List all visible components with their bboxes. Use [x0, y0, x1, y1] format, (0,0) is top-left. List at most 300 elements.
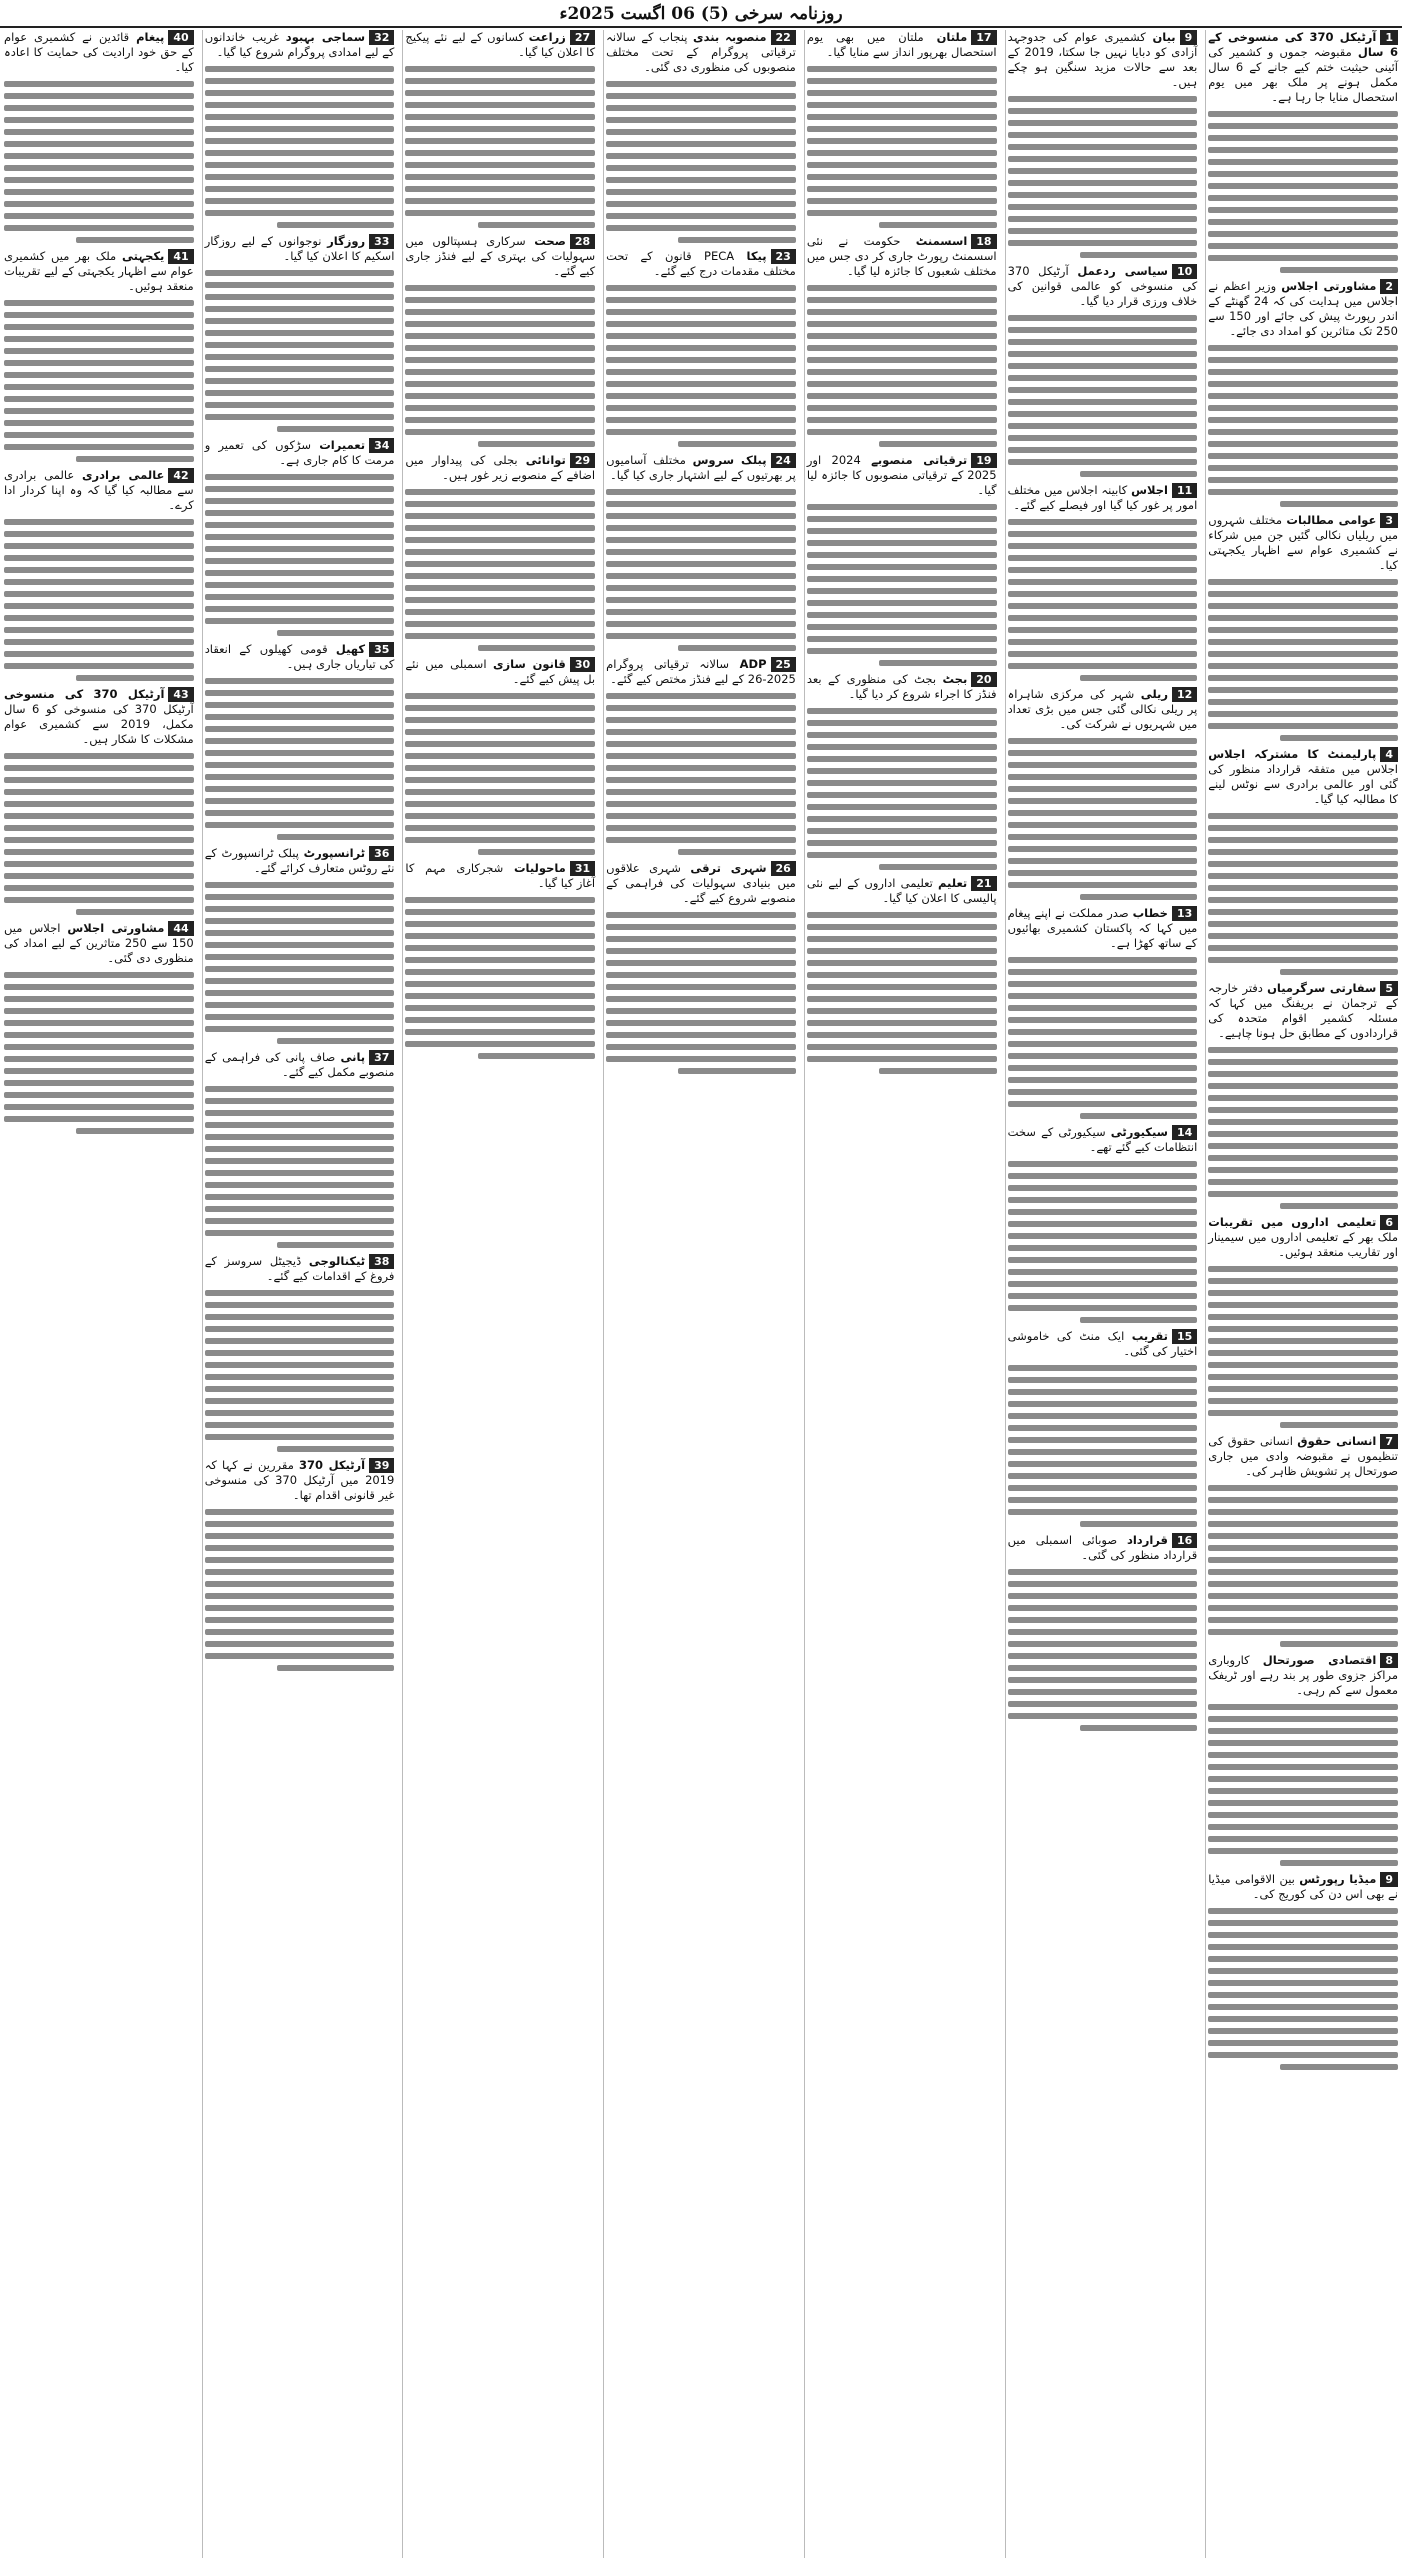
- text-line-placeholder: [807, 297, 997, 303]
- text-line-placeholder: [1208, 1107, 1398, 1113]
- text-line-placeholder: [1008, 603, 1198, 609]
- news-column: [2, 30, 196, 2558]
- item-number-badge: 6: [1380, 1215, 1398, 1230]
- text-line-placeholder: [1008, 1293, 1198, 1299]
- text-line-placeholder: [1080, 1725, 1198, 1731]
- text-line-placeholder: [1208, 393, 1398, 399]
- text-line-placeholder: [405, 789, 595, 795]
- item-heading: توانائی: [525, 453, 566, 467]
- text-line-placeholder: [405, 537, 595, 543]
- text-line-placeholder: [1008, 543, 1198, 549]
- news-item: [1008, 687, 1198, 900]
- item-heading: سیاسی ردعمل: [1077, 264, 1168, 278]
- item-text: سیکیورٹی کے سخت انتظامات کیے گئے تھے۔: [1007, 1125, 1198, 1154]
- text-line-placeholder: [1208, 1179, 1398, 1185]
- text-line-placeholder: [1008, 1161, 1198, 1167]
- text-line-placeholder: [405, 174, 595, 180]
- text-line-placeholder: [4, 651, 194, 657]
- item-number-badge: 21: [971, 876, 996, 891]
- text-line-placeholder: [1208, 723, 1398, 729]
- text-line-placeholder: [76, 909, 194, 915]
- news-item: [1008, 906, 1198, 1119]
- text-line-placeholder: [205, 1509, 395, 1515]
- text-line-placeholder: [1208, 1557, 1398, 1563]
- text-line-placeholder: [1208, 1155, 1398, 1161]
- text-line-placeholder: [405, 417, 595, 423]
- text-line-placeholder: [405, 489, 595, 495]
- text-line-placeholder: [606, 801, 796, 807]
- text-line-placeholder: [606, 525, 796, 531]
- text-line-placeholder: [405, 525, 595, 531]
- text-line-placeholder: [205, 1581, 395, 1587]
- item-heading: پارلیمنٹ کا مشترکہ اجلاس: [1208, 747, 1377, 761]
- text-line-placeholder: [1208, 255, 1398, 261]
- text-line-placeholder: [879, 864, 997, 870]
- item-heading: سفارتی سرگرمیاں: [1267, 981, 1377, 995]
- text-line-placeholder: [405, 765, 595, 771]
- text-line-placeholder: [4, 300, 194, 306]
- item-text: ملتان میں بھی یوم استحصال بھرپور انداز سے منایا گیا۔: [806, 30, 997, 59]
- text-line-placeholder: [205, 1641, 395, 1647]
- text-line-placeholder: [405, 126, 595, 132]
- item-heading: ریلی: [1140, 687, 1168, 701]
- text-line-placeholder: [205, 378, 395, 384]
- item-text: صوبائی اسمبلی میں قرارداد منظور کی گئی۔: [1007, 1533, 1198, 1562]
- text-line-placeholder: [4, 753, 194, 759]
- item-number-badge: 29: [570, 453, 595, 468]
- text-line-placeholder: [205, 1374, 395, 1380]
- text-line-placeholder: [606, 693, 796, 699]
- text-line-placeholder: [1080, 1113, 1198, 1119]
- text-line-placeholder: [1208, 195, 1398, 201]
- item-number-badge: 7: [1380, 1434, 1398, 1449]
- text-line-placeholder: [606, 996, 796, 1002]
- text-line-placeholder: [1208, 231, 1398, 237]
- text-line-placeholder: [1208, 1932, 1398, 1938]
- text-line-placeholder: [1208, 1992, 1398, 1998]
- text-line-placeholder: [606, 729, 796, 735]
- item-text: عالمی برادری سے مطالبہ کیا گیا کہ وہ اپنا کردار ادا کرے۔: [3, 468, 194, 512]
- text-line-placeholder: [4, 1056, 194, 1062]
- item-number-badge: 5: [1380, 981, 1398, 996]
- news-item: [405, 657, 595, 855]
- text-line-placeholder: [606, 837, 796, 843]
- text-line-placeholder: [1208, 1740, 1398, 1746]
- text-line-placeholder: [1008, 810, 1198, 816]
- text-line-placeholder: [1008, 216, 1198, 222]
- text-line-placeholder: [1008, 1629, 1198, 1635]
- text-line-placeholder: [606, 141, 796, 147]
- text-line-placeholder: [1008, 1029, 1198, 1035]
- news-item: [205, 30, 395, 228]
- item-text: سرکاری ہسپتالوں میں سہولیات کی بہتری کے لیے فنڈز جاری کیے گئے۔: [405, 234, 596, 278]
- text-line-placeholder: [1008, 738, 1198, 744]
- text-line-placeholder: [807, 138, 997, 144]
- text-line-placeholder: [4, 837, 194, 843]
- text-line-placeholder: [405, 897, 595, 903]
- text-line-placeholder: [606, 117, 796, 123]
- text-line-placeholder: [1208, 675, 1398, 681]
- item-number-badge: 10: [1172, 264, 1197, 279]
- text-line-placeholder: [478, 849, 596, 855]
- text-line-placeholder: [205, 402, 395, 408]
- text-line-placeholder: [405, 909, 595, 915]
- text-line-placeholder: [807, 126, 997, 132]
- text-line-placeholder: [807, 1008, 997, 1014]
- text-line-placeholder: [205, 558, 395, 564]
- news-item: [807, 30, 997, 228]
- text-line-placeholder: [606, 789, 796, 795]
- text-line-placeholder: [205, 954, 395, 960]
- text-line-placeholder: [205, 1653, 395, 1659]
- text-line-placeholder: [1008, 1233, 1198, 1239]
- text-line-placeholder: [1008, 1461, 1198, 1467]
- item-text: صدر مملکت نے اپنے پیغام میں کہا کہ پاکستان کشمیری بھائیوں کے ساتھ کھڑا ہے۔: [1007, 906, 1198, 950]
- item-number-badge: 16: [1172, 1533, 1197, 1548]
- text-line-placeholder: [4, 372, 194, 378]
- text-line-placeholder: [4, 1116, 194, 1122]
- text-line-placeholder: [205, 1218, 395, 1224]
- item-text: PECA قانون کے تحت مختلف مقدمات درج کیے گئے۔: [606, 249, 796, 278]
- text-line-placeholder: [1208, 1593, 1398, 1599]
- text-line-placeholder: [1208, 1362, 1398, 1368]
- text-line-placeholder: [1208, 1302, 1398, 1308]
- text-line-placeholder: [1008, 639, 1198, 645]
- text-line-placeholder: [1208, 2052, 1398, 2058]
- item-number-badge: 22: [771, 30, 796, 45]
- text-line-placeholder: [4, 555, 194, 561]
- item-number-badge: 4: [1380, 747, 1398, 762]
- text-line-placeholder: [807, 198, 997, 204]
- text-line-placeholder: [1008, 192, 1198, 198]
- text-line-placeholder: [807, 852, 997, 858]
- item-number-badge: 37: [369, 1050, 394, 1065]
- text-line-placeholder: [1208, 1752, 1398, 1758]
- text-line-placeholder: [4, 165, 194, 171]
- item-number-badge: 40: [168, 30, 193, 45]
- text-line-placeholder: [405, 969, 595, 975]
- text-line-placeholder: [807, 1032, 997, 1038]
- text-line-placeholder: [606, 489, 796, 495]
- text-line-placeholder: [1008, 315, 1198, 321]
- text-line-placeholder: [1008, 1017, 1198, 1023]
- text-line-placeholder: [1008, 1401, 1198, 1407]
- text-line-placeholder: [1008, 1677, 1198, 1683]
- text-line-placeholder: [1008, 387, 1198, 393]
- item-heading: آرٹیکل 370 کی منسوخی: [3, 687, 165, 701]
- text-line-placeholder: [1208, 837, 1398, 843]
- text-line-placeholder: [606, 741, 796, 747]
- news-item: [4, 30, 194, 243]
- text-line-placeholder: [205, 1545, 395, 1551]
- text-line-placeholder: [606, 621, 796, 627]
- text-line-placeholder: [1008, 786, 1198, 792]
- text-line-placeholder: [4, 141, 194, 147]
- text-line-placeholder: [205, 1290, 395, 1296]
- news-item: [205, 1458, 395, 1671]
- item-heading: انسانی حقوق: [1297, 1434, 1377, 1448]
- text-line-placeholder: [1008, 1653, 1198, 1659]
- text-line-placeholder: [1208, 825, 1398, 831]
- text-line-placeholder: [1208, 1812, 1398, 1818]
- text-line-placeholder: [1208, 603, 1398, 609]
- text-line-placeholder: [807, 564, 997, 570]
- text-line-placeholder: [405, 357, 595, 363]
- item-text: غریب خاندانوں کے لیے امدادی پروگرام شروع کیا گیا۔: [204, 30, 395, 59]
- item-number-badge: 2: [1380, 279, 1398, 294]
- text-line-placeholder: [1008, 375, 1198, 381]
- item-text: ڈیجیٹل سروسز کے فروغ کے اقدامات کیے گئے۔: [204, 1254, 395, 1283]
- text-line-placeholder: [405, 393, 595, 399]
- item-heading: قانون سازی: [493, 657, 566, 671]
- text-line-placeholder: [205, 570, 395, 576]
- text-line-placeholder: [807, 768, 997, 774]
- text-line-placeholder: [205, 186, 395, 192]
- item-text: 2024 اور 2025 کے ترقیاتی منصوبوں کا جائزہ لیا گیا۔: [806, 453, 997, 497]
- text-line-placeholder: [1208, 711, 1398, 717]
- text-line-placeholder: [1208, 123, 1398, 129]
- text-line-placeholder: [1008, 1185, 1198, 1191]
- text-line-placeholder: [1008, 858, 1198, 864]
- text-line-placeholder: [1208, 2028, 1398, 2034]
- news-item: [1208, 1653, 1398, 1866]
- text-line-placeholder: [405, 837, 595, 843]
- text-line-placeholder: [205, 906, 395, 912]
- text-line-placeholder: [606, 813, 796, 819]
- news-item: [807, 672, 997, 870]
- item-number-badge: 44: [168, 921, 193, 936]
- text-line-placeholder: [405, 561, 595, 567]
- item-heading: کھیل: [335, 642, 366, 656]
- text-line-placeholder: [405, 933, 595, 939]
- text-line-placeholder: [205, 78, 395, 84]
- text-line-placeholder: [1008, 399, 1198, 405]
- text-line-placeholder: [807, 636, 997, 642]
- text-line-placeholder: [4, 849, 194, 855]
- news-item: [807, 234, 997, 447]
- text-line-placeholder: [1008, 1053, 1198, 1059]
- text-line-placeholder: [1008, 423, 1198, 429]
- item-heading: عوامی مطالبات: [1286, 513, 1377, 527]
- item-heading: پبلک سروس: [692, 453, 767, 467]
- text-line-placeholder: [205, 114, 395, 120]
- text-line-placeholder: [1008, 168, 1198, 174]
- text-line-placeholder: [205, 126, 395, 132]
- item-heading: سیکیورٹی: [1110, 1125, 1168, 1139]
- text-line-placeholder: [405, 333, 595, 339]
- text-line-placeholder: [1008, 1413, 1198, 1419]
- item-heading: مشاورتی اجلاس: [1281, 279, 1377, 293]
- text-line-placeholder: [1008, 228, 1198, 234]
- text-line-placeholder: [478, 1053, 596, 1059]
- text-line-placeholder: [1208, 639, 1398, 645]
- text-line-placeholder: [1008, 411, 1198, 417]
- item-number-badge: 8: [1380, 1653, 1398, 1668]
- news-column: [804, 30, 999, 2558]
- text-line-placeholder: [606, 549, 796, 555]
- item-heading: تعلیمی اداروں میں تقریبات: [1208, 1215, 1377, 1229]
- text-line-placeholder: [405, 321, 595, 327]
- item-text: شہری علاقوں میں بنیادی سہولیات کی فراہمی کے منصوبے شروع کیے گئے۔: [606, 861, 796, 905]
- text-line-placeholder: [1008, 1065, 1198, 1071]
- text-line-placeholder: [1208, 1824, 1398, 1830]
- text-line-placeholder: [606, 573, 796, 579]
- item-number-badge: 35: [369, 642, 394, 657]
- news-item: [205, 1050, 395, 1248]
- text-line-placeholder: [1280, 1860, 1398, 1866]
- text-line-placeholder: [4, 603, 194, 609]
- text-line-placeholder: [1208, 651, 1398, 657]
- text-line-placeholder: [4, 1044, 194, 1050]
- text-line-placeholder: [807, 504, 997, 510]
- item-heading: آرٹیکل 370: [299, 1458, 366, 1472]
- text-line-placeholder: [4, 1008, 194, 1014]
- text-line-placeholder: [1208, 2040, 1398, 2046]
- text-line-placeholder: [1208, 1386, 1398, 1392]
- text-line-placeholder: [205, 1230, 395, 1236]
- news-item: [807, 453, 997, 666]
- item-text: انسانی حقوق کی تنظیموں نے مقبوضہ وادی میں جاری صورتحال پر تشویش ظاہر کی۔: [1208, 1434, 1398, 1478]
- text-line-placeholder: [879, 660, 997, 666]
- text-line-placeholder: [1208, 663, 1398, 669]
- text-line-placeholder: [4, 861, 194, 867]
- text-line-placeholder: [807, 78, 997, 84]
- text-line-placeholder: [205, 1422, 395, 1428]
- text-line-placeholder: [1208, 1131, 1398, 1137]
- text-line-placeholder: [1008, 363, 1198, 369]
- text-line-placeholder: [1208, 1266, 1398, 1272]
- text-line-placeholder: [205, 978, 395, 984]
- text-line-placeholder: [1280, 1422, 1398, 1428]
- text-line-placeholder: [4, 93, 194, 99]
- text-line-placeholder: [678, 849, 796, 855]
- text-line-placeholder: [1008, 627, 1198, 633]
- text-line-placeholder: [1208, 1410, 1398, 1416]
- news-item: [1208, 513, 1398, 741]
- text-line-placeholder: [1208, 1119, 1398, 1125]
- text-line-placeholder: [807, 210, 997, 216]
- text-line-placeholder: [1208, 159, 1398, 165]
- text-line-placeholder: [1208, 1167, 1398, 1173]
- text-line-placeholder: [277, 426, 395, 432]
- text-line-placeholder: [76, 456, 194, 462]
- item-text: مقبوضہ جموں و کشمیر کی آئینی حیثیت ختم کیے جانے کے 6 سال مکمل ہونے پر ملک بھر میں یوم استحصال منایا جا رہا ہے۔: [1208, 45, 1398, 104]
- text-line-placeholder: [1208, 111, 1398, 117]
- text-line-placeholder: [606, 357, 796, 363]
- text-line-placeholder: [205, 618, 395, 624]
- news-item: [1208, 1215, 1398, 1428]
- text-line-placeholder: [807, 174, 997, 180]
- masthead: [0, 0, 1402, 28]
- item-heading: میڈیا رپورٹس: [1299, 1872, 1377, 1886]
- item-heading: تعلیم: [938, 876, 968, 890]
- text-line-placeholder: [405, 633, 595, 639]
- text-line-placeholder: [205, 1086, 395, 1092]
- text-line-placeholder: [1008, 834, 1198, 840]
- text-line-placeholder: [405, 405, 595, 411]
- text-line-placeholder: [205, 366, 395, 372]
- text-line-placeholder: [606, 393, 796, 399]
- text-line-placeholder: [405, 66, 595, 72]
- text-line-placeholder: [1008, 1641, 1198, 1647]
- item-text: اجلاس میں متفقہ قرارداد منظور کی گئی اور عالمی برادری سے نوٹس لینے کا مطالبہ کیا گیا۔: [1208, 762, 1398, 806]
- news-item: [606, 657, 796, 855]
- item-heading: پانی: [340, 1050, 366, 1064]
- text-line-placeholder: [405, 78, 595, 84]
- text-line-placeholder: [205, 1158, 395, 1164]
- text-line-placeholder: [1280, 267, 1398, 273]
- text-line-placeholder: [1008, 1245, 1198, 1251]
- text-line-placeholder: [1008, 180, 1198, 186]
- text-line-placeholder: [1008, 870, 1198, 876]
- news-column: [202, 30, 397, 2558]
- text-line-placeholder: [807, 150, 997, 156]
- text-line-placeholder: [807, 576, 997, 582]
- item-text: کابینہ اجلاس میں مختلف امور پر غور کیا گیا اور فیصلے کیے گئے۔: [1007, 483, 1198, 512]
- text-line-placeholder: [277, 1242, 395, 1248]
- text-line-placeholder: [606, 972, 796, 978]
- text-line-placeholder: [405, 741, 595, 747]
- item-number-badge: 42: [168, 468, 193, 483]
- text-line-placeholder: [1208, 219, 1398, 225]
- text-line-placeholder: [1008, 615, 1198, 621]
- text-line-placeholder: [1208, 1350, 1398, 1356]
- text-line-placeholder: [1008, 846, 1198, 852]
- text-line-placeholder: [4, 663, 194, 669]
- text-line-placeholder: [807, 972, 997, 978]
- text-line-placeholder: [807, 528, 997, 534]
- text-line-placeholder: [1208, 465, 1398, 471]
- text-line-placeholder: [807, 186, 997, 192]
- text-line-placeholder: [205, 1014, 395, 1020]
- text-line-placeholder: [205, 138, 395, 144]
- text-line-placeholder: [807, 828, 997, 834]
- item-text: قومی کھیلوں کے انعقاد کی تیاریاں جاری ہیں۔: [204, 642, 395, 671]
- text-line-placeholder: [606, 213, 796, 219]
- text-line-placeholder: [879, 222, 997, 228]
- text-line-placeholder: [606, 417, 796, 423]
- text-line-placeholder: [4, 324, 194, 330]
- text-line-placeholder: [606, 1056, 796, 1062]
- text-line-placeholder: [4, 384, 194, 390]
- text-line-placeholder: [1208, 1047, 1398, 1053]
- text-line-placeholder: [405, 114, 595, 120]
- item-heading: بیان: [1152, 30, 1176, 44]
- text-line-placeholder: [76, 237, 194, 243]
- text-line-placeholder: [405, 210, 595, 216]
- text-line-placeholder: [1008, 531, 1198, 537]
- text-line-placeholder: [1208, 1071, 1398, 1077]
- text-line-placeholder: [1208, 1569, 1398, 1575]
- text-line-placeholder: [606, 333, 796, 339]
- text-line-placeholder: [405, 1005, 595, 1011]
- text-line-placeholder: [678, 1068, 796, 1074]
- text-line-placeholder: [1208, 945, 1398, 951]
- item-number-badge: 9: [1380, 1872, 1398, 1887]
- item-text: کاروباری مراکز جزوی طور پر بند رہے اور ٹریفک معمول سے کم رہی۔: [1208, 1653, 1398, 1697]
- text-line-placeholder: [807, 648, 997, 654]
- text-line-placeholder: [405, 1041, 595, 1047]
- item-text: اسمبلی میں نئے بل پیش کیے گئے۔: [405, 657, 596, 686]
- text-line-placeholder: [1008, 1665, 1198, 1671]
- item-heading: ٹیکنالوجی: [308, 1254, 366, 1268]
- text-line-placeholder: [405, 585, 595, 591]
- text-line-placeholder: [807, 792, 997, 798]
- text-line-placeholder: [807, 369, 997, 375]
- text-line-placeholder: [807, 732, 997, 738]
- text-line-placeholder: [405, 777, 595, 783]
- item-number-badge: 13: [1172, 906, 1197, 921]
